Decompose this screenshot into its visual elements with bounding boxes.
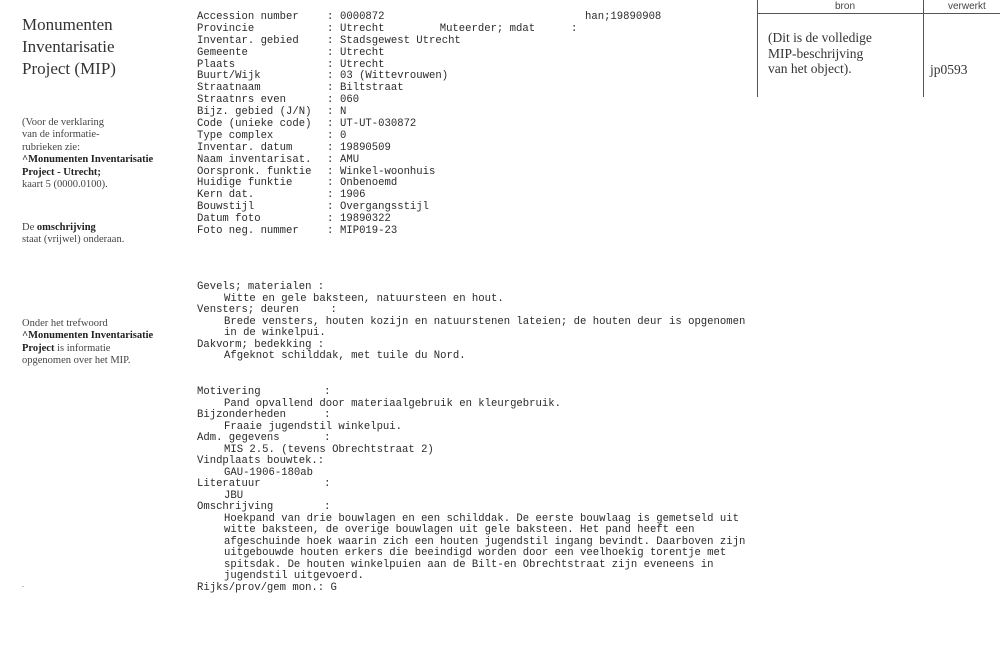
field-value: Overgangsstijl: [340, 201, 430, 214]
note-bold: Project: [22, 342, 55, 354]
section-heading: Vindplaats bouwtek.:: [197, 455, 325, 467]
field-value: Biltstraat: [340, 82, 404, 95]
field-colon: :: [327, 141, 334, 154]
field-value: AMU: [340, 153, 360, 166]
bron-line: van het object).: [768, 61, 852, 76]
field-colon: :: [327, 11, 334, 23]
section-heading: Omschrijving :: [197, 501, 331, 513]
field-colon: :: [327, 118, 334, 131]
title-line: Project (MIP): [22, 59, 116, 78]
note-text: rubrieken zie:: [22, 141, 81, 153]
field-label: Naam inventarisat.: [197, 153, 312, 166]
note-text: staat (vrijwel) onderaan.: [22, 234, 125, 246]
field-colon: :: [327, 153, 334, 166]
field-value: 0000872: [340, 11, 385, 23]
section-text: Afgeknot schilddak, met tuile du Nord.: [224, 350, 466, 362]
mutator-label: Muteerder; mdat: [439, 22, 536, 35]
field-label: Straatnrs even: [197, 94, 287, 107]
field-value: Utrecht: [340, 22, 385, 35]
field-label: Foto neg. nummer: [197, 225, 299, 238]
note-text: De: [22, 222, 37, 233]
stray-dot: .: [22, 580, 24, 589]
note-bold: Project - Utrecht;: [22, 166, 101, 178]
field-value: 19890509: [340, 141, 391, 154]
mutator-value: han;19890908: [585, 11, 662, 23]
title-line: Monumenten: [22, 15, 113, 34]
title-line: Inventarisatie: [22, 37, 115, 56]
note-text: opgenomen over het MIP.: [22, 355, 131, 367]
field-colon: :: [327, 189, 334, 202]
field-colon: :: [327, 165, 334, 178]
note-text: is informatie: [54, 342, 111, 354]
field-value: 1906: [340, 189, 366, 202]
header-verwerkt: verwerkt: [948, 1, 986, 12]
source-table: [757, 0, 1000, 97]
field-colon: :: [327, 106, 334, 119]
section-text: Hoekpand van drie bouwlagen en een schilddak. De eerste bouwlaag is gemetseld uit witte baksteen, de overige bouwlagen uit gele baksteen. Het pand heeft een afgeschuinde hoek waarin zich een houten jugendstil ingang bevindt. Daarboven zijn uitgebouwde houten erkers die beeindigd worden door een veelhoekig torentje met spitsdak. De houten winkelpuien aan de Bilt-en Obrechtstraat zijn eveneens in jugendstil uitgevoerd.: [224, 512, 746, 582]
verwerkt-cell: jp0593: [930, 62, 968, 77]
field-label: Accession number: [197, 11, 299, 23]
field-colon: :: [327, 129, 334, 142]
bron-line: (Dit is de volledige: [768, 30, 872, 45]
section-heading: Motivering :: [197, 386, 331, 398]
field-label: Bouwstijl: [197, 201, 255, 214]
section-heading: Adm. gegevens :: [197, 432, 331, 444]
field-label: Bijz. gebied (J/N): [197, 106, 312, 119]
bron-cell: [768, 30, 918, 77]
section-heading: Bijzonderheden :: [197, 409, 331, 421]
field-label: Type complex: [197, 129, 274, 142]
note-text: (Voor de verklaring: [22, 117, 105, 128]
field-value: 03 (Wittevrouwen): [340, 70, 449, 83]
description-note: [22, 222, 187, 247]
field-colon: :: [327, 94, 334, 107]
section-text: Brede vensters, houten kozijn en natuurstenen lateien; de houten deur is opgenomen in de winkelpui.: [224, 315, 746, 339]
section-heading: Dakvorm; bedekking :: [197, 338, 325, 351]
section-text: Fraaie jugendstil winkelpui.: [224, 420, 403, 433]
field-colon: :: [327, 82, 334, 95]
field-label: Plaats: [197, 58, 236, 71]
field-label: Huidige funktie: [197, 177, 293, 190]
field-label: Straatnaam: [197, 82, 261, 95]
section-text: Pand opvallend door materiaalgebruik en kleurgebruik.: [224, 397, 561, 410]
field-label: Datum foto: [197, 213, 261, 226]
field-value: Winkel-woonhuis: [340, 165, 436, 178]
field-label: Gemeente: [197, 46, 248, 59]
section-text: GAU-1906-180ab: [224, 466, 314, 479]
section-heading: Vensters; deuren :: [197, 304, 337, 316]
field-value: Utrecht: [340, 46, 385, 59]
field-colon: :: [327, 46, 334, 59]
section-text: JBU: [224, 489, 244, 502]
field-colon: :: [327, 22, 334, 35]
field-value: 19890322: [340, 213, 391, 226]
header-bron: bron: [835, 1, 856, 12]
field-label: Oorspronk. funktie: [197, 165, 312, 178]
footer-value: G: [330, 581, 337, 594]
note-text: van de informatie-: [22, 129, 100, 141]
field-colon: :: [327, 34, 334, 47]
section-text: Witte en gele baksteen, natuursteen en hout.: [224, 292, 504, 305]
field-value: UT-UT-030872: [340, 118, 417, 131]
bron-line: MIP-beschrijving: [768, 45, 864, 61]
field-value: 0: [340, 129, 347, 142]
field-colon: :: [327, 177, 334, 190]
monument-status: [197, 583, 754, 595]
legend-note: [22, 117, 187, 191]
note-bold: ^Monumenten Inventarisatie: [22, 154, 154, 166]
note-bold: ^Monumenten Inventarisatie: [22, 330, 154, 342]
field-value: Onbenoemd: [340, 177, 398, 190]
section-text: MIS 2.5. (tevens Obrechtstraat 2): [224, 443, 434, 456]
field-value: MIP019-23: [340, 225, 398, 238]
field-label: Kern dat.: [197, 189, 255, 202]
mutator-field: [427, 11, 662, 36]
field-value: Stadsgewest Utrecht: [340, 34, 461, 47]
section-heading: Literatuur :: [197, 478, 331, 490]
mip-title: [22, 14, 187, 80]
note-bold: omschrijving: [36, 222, 96, 233]
field-colon: :: [327, 225, 334, 238]
note-text: kaart 5 (0000.0100).: [22, 179, 108, 191]
field-value: N: [340, 106, 347, 119]
field-colon: :: [327, 58, 334, 71]
field-label: Inventar. datum: [197, 141, 293, 154]
keyword-note: [22, 318, 187, 368]
field-colon: :: [327, 213, 334, 226]
section-heading: Gevels; materialen :: [197, 281, 325, 293]
field-value: Utrecht: [340, 58, 385, 71]
field-value: 060: [340, 94, 360, 107]
note-text: Onder het trefwoord: [22, 318, 108, 329]
sidebar: [22, 14, 187, 367]
table-divider: [923, 0, 924, 97]
field-colon: :: [327, 201, 334, 214]
field-label: Buurt/Wijk: [197, 70, 261, 83]
mutator-colon: :: [571, 22, 578, 35]
field-label: Inventar. gebied: [197, 34, 299, 47]
description-sections-bottom: [197, 387, 754, 594]
field-colon: :: [327, 70, 334, 83]
description-sections-top: [197, 282, 754, 363]
footer-label: Rijks/prov/gem mon.:: [197, 581, 325, 594]
table-header: [758, 0, 1000, 14]
field-label: Provincie: [197, 22, 255, 35]
field-label: Code (unieke code): [197, 118, 312, 131]
